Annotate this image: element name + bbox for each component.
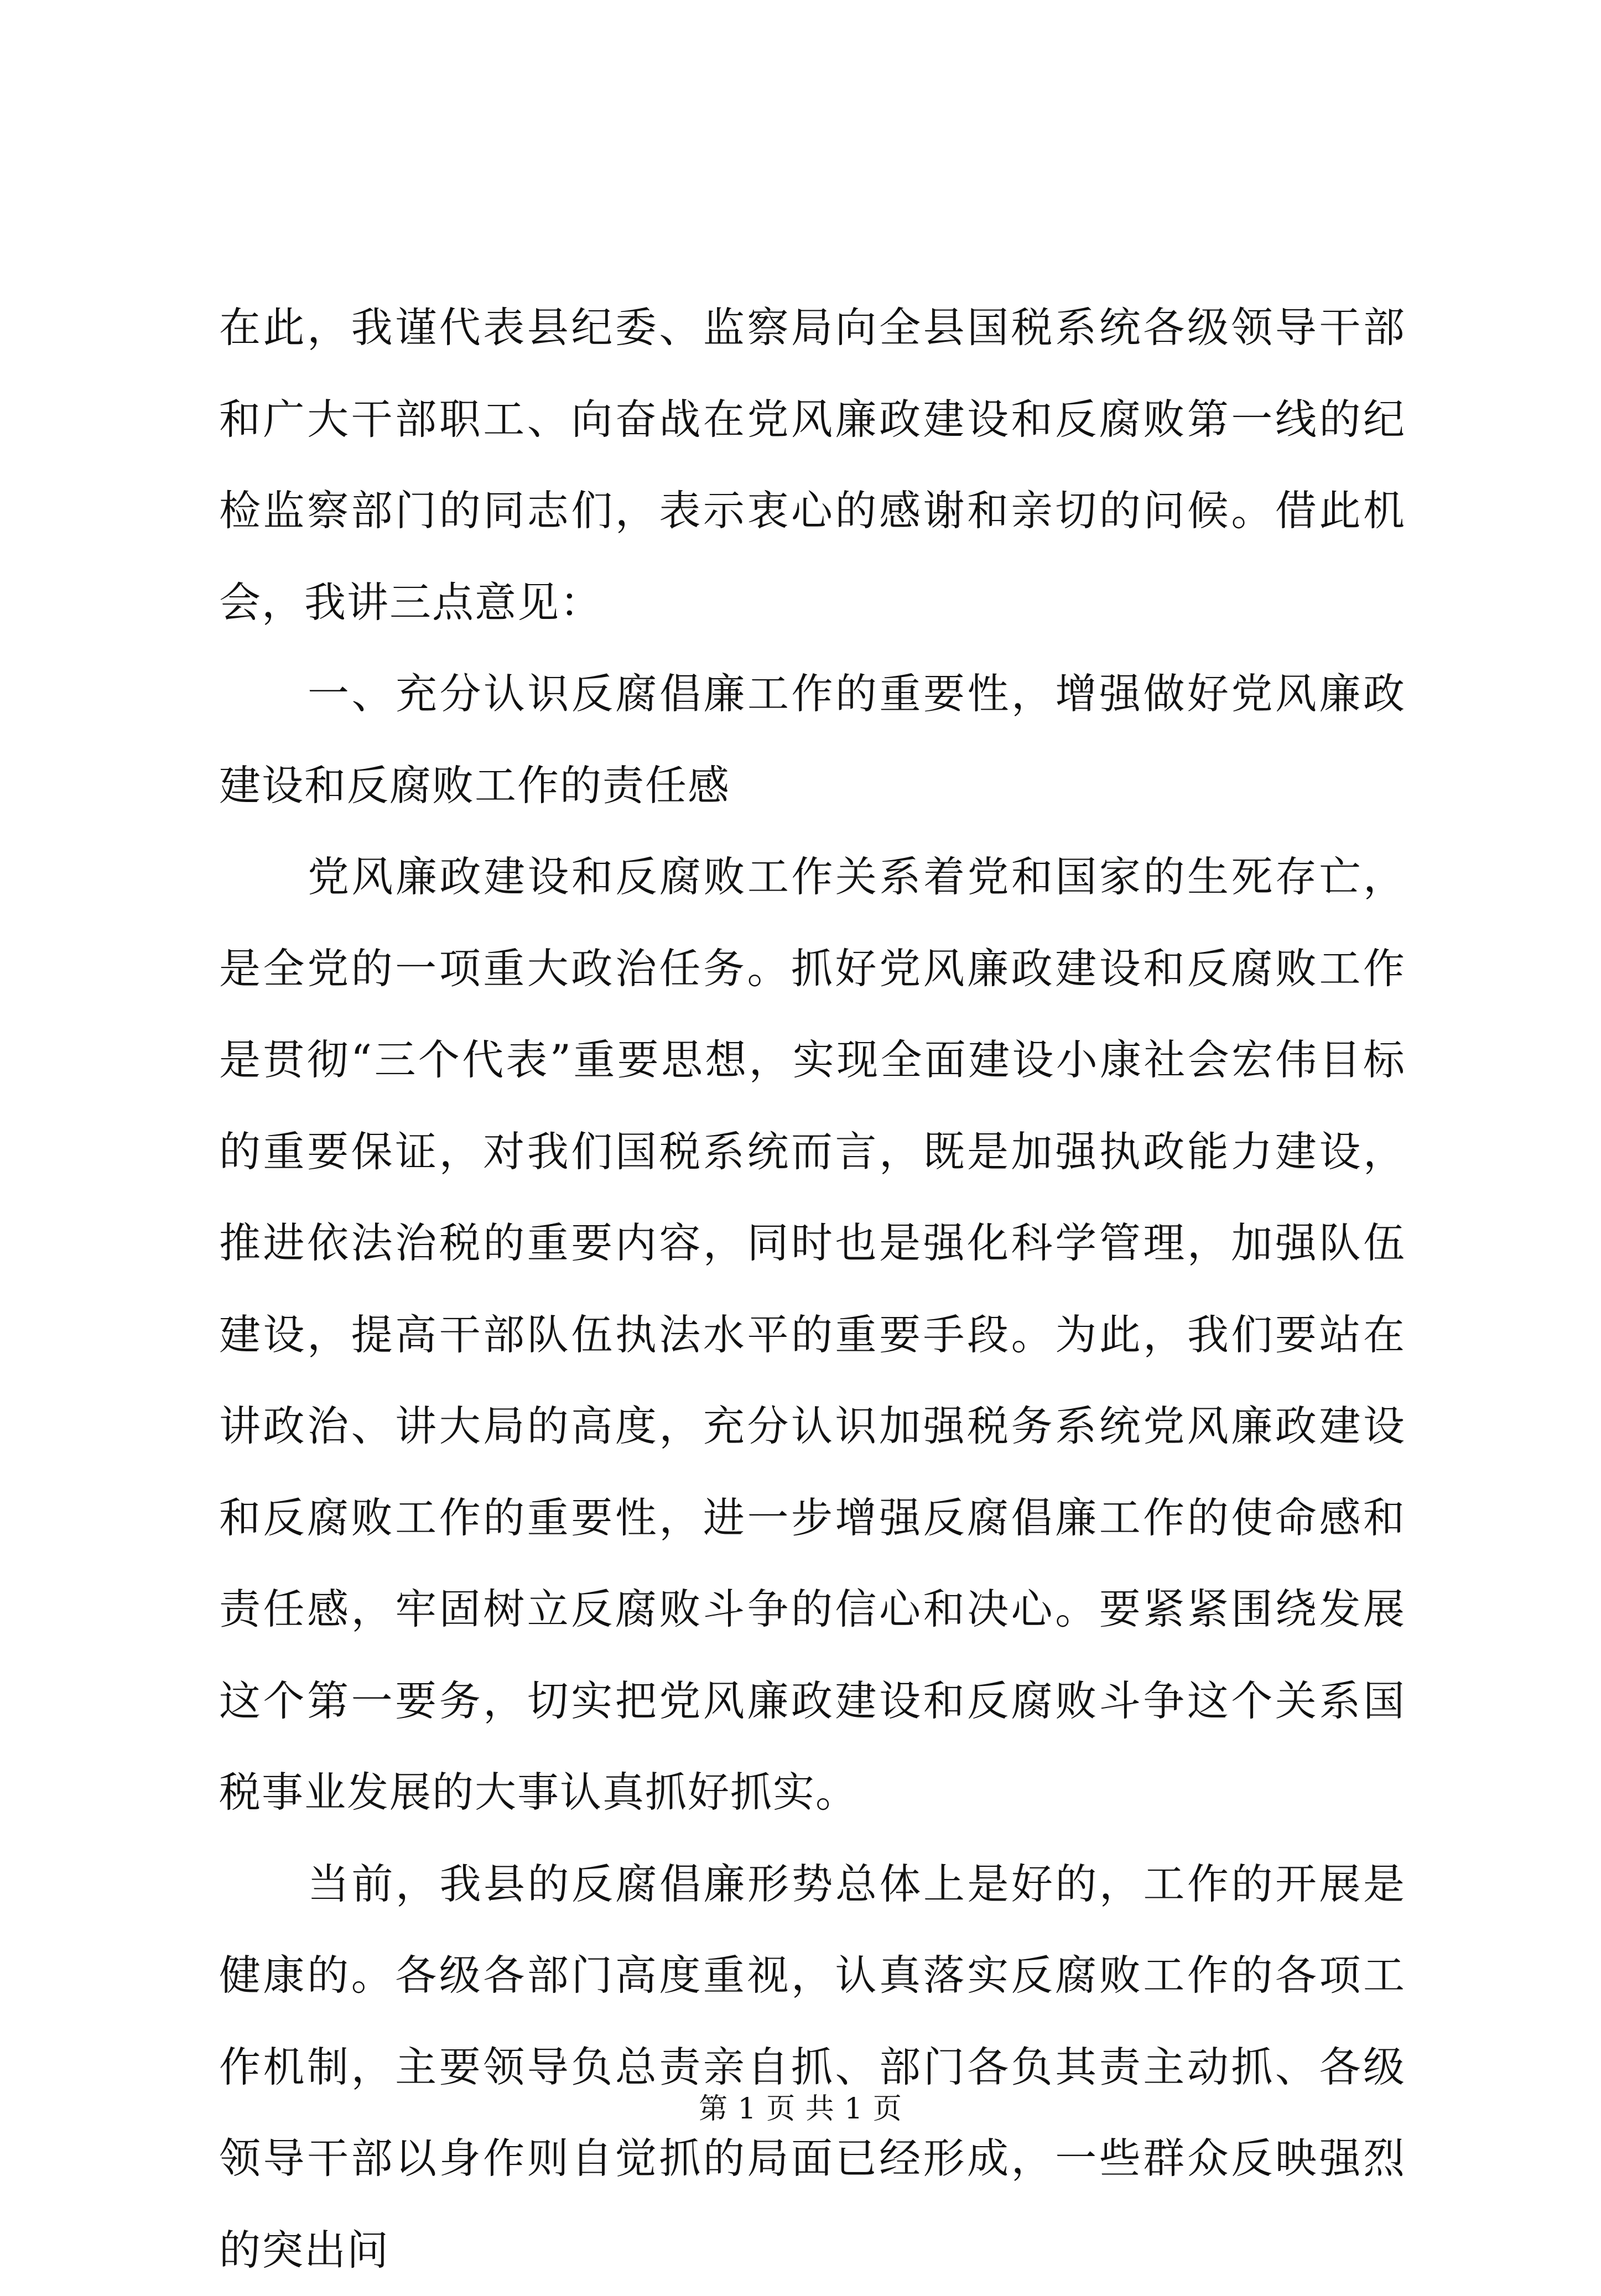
paragraph-section-heading: 一、充分认识反腐倡廉工作的重要性，增强做好党风廉政建设和反腐败工作的责任感 [219, 648, 1406, 831]
paragraph-importance: 党风廉政建设和反腐败工作关系着党和国家的生死存亡，是全党的一项重大政治任务。抓好党风廉政建设和反腐败工作是贯彻“三个代表”重要思想，实现全面建设小康社会宏伟目标的重要保证，对我们国税系统而言，既是加强执政能力建设，推进依法治税的重要内容，同时也是强化科学管理，加强队伍建设，提高干部队伍执法水平的重要手段。为此，我们要站在讲政治、讲大局的高度，充分认识加强税务系统党风廉政建设和反腐败工作的重要性，进一步增强反腐倡廉工作的使命感和责任感，牢固树立反腐败斗争的信心和决心。要紧紧围绕发展这个第一要务，切实把党风廉政建设和反腐败斗争这个关系国税事业发展的大事认真抓好抓实。 [219, 831, 1406, 1839]
paragraph-current-situation: 当前，我县的反腐倡廉形势总体上是好的，工作的开展是健康的。各级各部门高度重视，认真落实反腐败工作的各项工作机制，主要领导负总责亲自抓、部门各负其责主动抓、各级领导干部以身作则自觉抓的局面已经形成，一些群众反映强烈的突出问 [219, 1839, 1406, 2296]
page-footer: 第 1 页 共 1 页 [0, 2090, 1601, 2128]
paragraph-intro: 在此，我谨代表县纪委、监察局向全县国税系统各级领导干部和广大干部职工、向奋战在党风廉政建设和反腐败第一线的纪检监察部门的同志们，表示衷心的感谢和亲切的问候。借此机会，我讲三点意见： [219, 282, 1406, 648]
document-body [219, 282, 1406, 2296]
